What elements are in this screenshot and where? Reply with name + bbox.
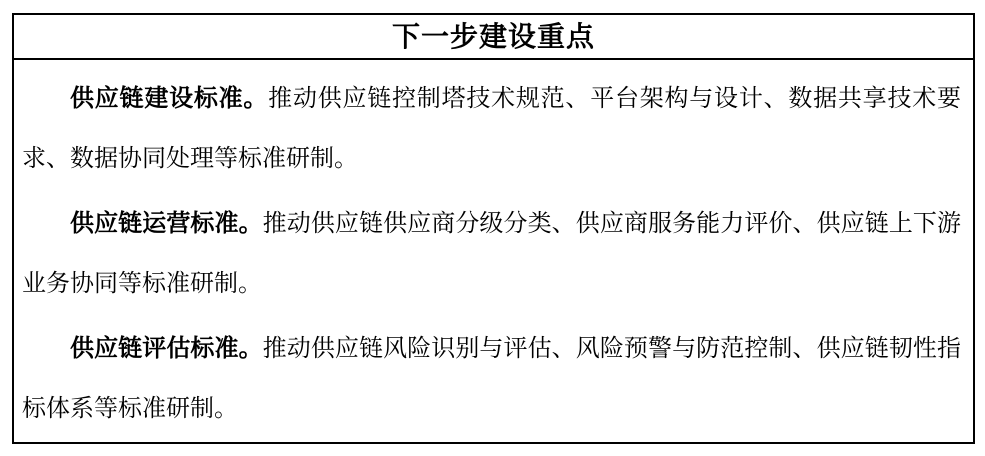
content-box — [12, 13, 975, 444]
paragraph — [22, 194, 961, 314]
box-body — [14, 60, 973, 439]
paragraph-lead: 供应链建设标准。 — [70, 85, 269, 112]
paragraph-text: 推动供应链控制塔技术规范、平台架构与设计、数据共享技术要求、数据协同处理等标准研制。 — [22, 85, 961, 172]
box-title: 下一步建设重点 — [391, 20, 595, 52]
paragraph-text: 推动供应链风险识别与评估、风险预警与防范控制、供应链韧性指标体系等标准研制。 — [22, 335, 962, 422]
paragraph — [22, 69, 961, 189]
paragraph-lead: 供应链运营标准。 — [70, 210, 263, 237]
paragraph — [22, 319, 961, 439]
paragraph-lead: 供应链评估标准。 — [70, 335, 263, 362]
box-header — [14, 15, 973, 60]
paragraph-text: 推动供应链供应商分级分类、供应商服务能力评价、供应链上下游业务协同等标准研制。 — [22, 210, 962, 297]
